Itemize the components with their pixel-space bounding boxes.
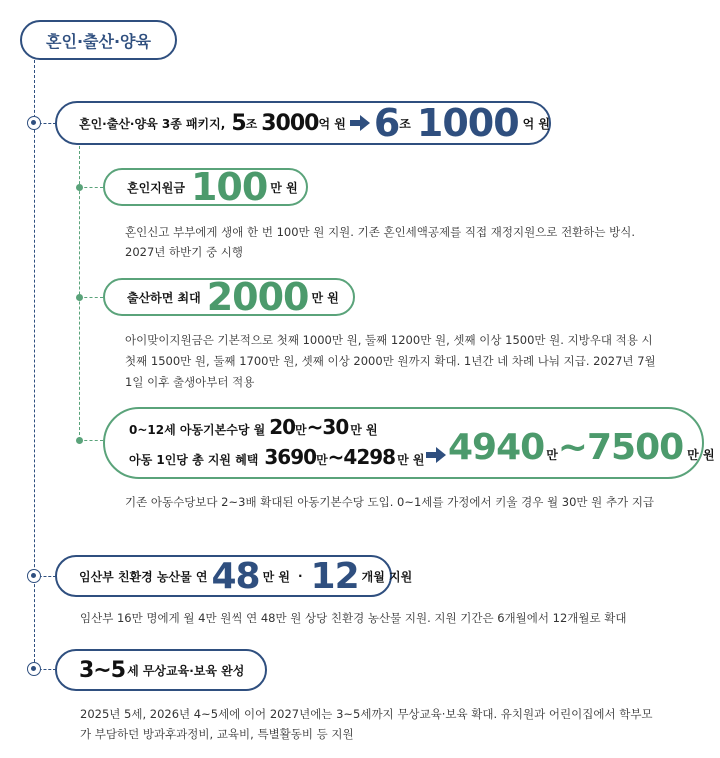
child-big-a: 4940 bbox=[448, 427, 545, 468]
birth-desc-line3: 1일 이후 출생아부터 적용 bbox=[125, 375, 255, 389]
child-line1-b-unit: 만 원 bbox=[350, 423, 378, 437]
pregnant-value-a: 48 bbox=[211, 555, 260, 597]
education-pill bbox=[55, 649, 267, 691]
birth-description bbox=[125, 330, 705, 393]
package-from-b-unit: 억 원 bbox=[318, 116, 346, 131]
timeline-dot-education bbox=[27, 662, 41, 676]
section-title-pill bbox=[20, 20, 177, 60]
marriage-desc-line2: 2027년 하반기 중 시행 bbox=[125, 245, 243, 259]
pregnant-sep: · bbox=[297, 569, 303, 583]
child-line1-tilde: ~ bbox=[306, 415, 323, 439]
birth-unit: 만 원 bbox=[311, 290, 339, 305]
package-from-a-unit: 조 bbox=[245, 116, 258, 131]
package-to-b: 1000 bbox=[416, 101, 519, 145]
birth-desc-line2: 첫째 1500만 원, 둘째 1700만 원, 셋째 이상 2000만 원까지 확대. 1년간 네 차례 나눠 지급. 2027년 7월 bbox=[125, 354, 656, 368]
marriage-label: 혼인지원금 bbox=[127, 180, 185, 195]
package-from-a: 5 bbox=[231, 110, 246, 136]
education-desc-line2: 가 부담하던 방과후과정비, 교육비, 특별활동비 등 지원 bbox=[80, 727, 354, 741]
package-label: 혼인·출산·양육 3종 패키지, bbox=[79, 116, 226, 131]
package-to-b-unit: 억 원 bbox=[522, 116, 551, 131]
child-line1 bbox=[129, 415, 378, 439]
child-line1-a-unit: 만 bbox=[295, 423, 307, 437]
child-big-b-unit: 만 원 bbox=[687, 448, 715, 462]
child-allowance-pill bbox=[103, 407, 715, 479]
child-line2-label: 아동 1인당 총 지원 혜택 bbox=[129, 453, 259, 467]
pregnant-value-a-unit: 만 원 bbox=[262, 569, 290, 584]
sub-dot-child bbox=[76, 437, 83, 444]
child-line1-label: 0~12세 아동기본수당 월 bbox=[129, 423, 266, 437]
marriage-unit: 만 원 bbox=[270, 180, 298, 195]
pregnant-description bbox=[80, 608, 710, 628]
child-description bbox=[125, 492, 705, 512]
sub-dot-marriage bbox=[76, 184, 83, 191]
birth-pill bbox=[103, 275, 355, 319]
section-title: 혼인·출산·양육 bbox=[46, 31, 151, 51]
sub-dot-birth bbox=[76, 294, 83, 301]
package-from-b: 3000 bbox=[261, 110, 319, 136]
package-pill bbox=[55, 101, 551, 145]
child-line2-a: 3690 bbox=[264, 445, 317, 469]
pregnant-desc-line: 임산부 16만 명에게 월 4만 원씩 연 48만 원 상당 친환경 농산물 지원. 지원 기간은 6개월에서 12개월로 확대 bbox=[80, 611, 627, 625]
child-big-tilde: ~ bbox=[557, 427, 587, 468]
marriage-desc-line1: 혼인신고 부부에게 생애 한 번 100만 원 지원. 기존 혼인세액공제를 직접 재정지원으로 전환하는 방식. bbox=[125, 225, 636, 239]
child-big-b: 7500 bbox=[586, 427, 684, 468]
education-value: 3~5 bbox=[79, 657, 126, 683]
child-line2-tilde: ~ bbox=[327, 445, 344, 469]
education-desc-line1: 2025년 5세, 2026년 4~5세에 이어 2027년에는 3~5세까지 무상교육·보육 확대. 유치원과 어린이집에서 학부모 bbox=[80, 707, 653, 721]
marriage-description bbox=[125, 222, 705, 262]
education-description bbox=[80, 704, 710, 744]
child-line1-a: 20 bbox=[269, 415, 296, 439]
pregnant-label: 임산부 친환경 농산물 연 bbox=[79, 569, 208, 584]
child-line2-a-unit: 만 bbox=[316, 453, 328, 467]
marriage-pill bbox=[103, 165, 308, 209]
child-line1-b: 30 bbox=[322, 415, 349, 439]
education-label: 세 무상교육·보육 완성 bbox=[127, 663, 245, 678]
child-total-big bbox=[448, 427, 715, 468]
birth-label: 출산하면 최대 bbox=[127, 290, 201, 305]
birth-value: 2000 bbox=[206, 275, 309, 319]
child-line2-b: 4298 bbox=[343, 445, 396, 469]
child-line2-b-unit: 만 원 bbox=[397, 453, 425, 467]
marriage-value: 100 bbox=[190, 165, 268, 209]
arrow-right-icon bbox=[426, 447, 446, 467]
package-to-a-unit: 조 bbox=[399, 116, 411, 131]
package-to-a: 6 bbox=[373, 101, 400, 145]
arrow-right-icon bbox=[350, 115, 370, 131]
child-desc-line: 기존 아동수당보다 2~3배 확대된 아동기본수당 도입. 0~1세를 가정에서 키울 경우 월 30만 원 추가 지급 bbox=[125, 495, 655, 509]
child-line2 bbox=[129, 445, 424, 469]
birth-desc-line1: 아이맞이지원금은 기본적으로 첫째 1000만 원, 둘째 1200만 원, 셋째 이상 1500만 원. 지방우대 적용 시 bbox=[125, 333, 653, 347]
child-big-a-unit: 만 bbox=[546, 448, 558, 462]
pregnant-value-b-unit: 개월 지원 bbox=[361, 569, 413, 584]
pregnant-pill bbox=[55, 555, 413, 597]
timeline-dot-pregnant bbox=[27, 569, 41, 583]
timeline-dot-package bbox=[27, 116, 41, 130]
pregnant-value-b: 12 bbox=[310, 555, 359, 597]
